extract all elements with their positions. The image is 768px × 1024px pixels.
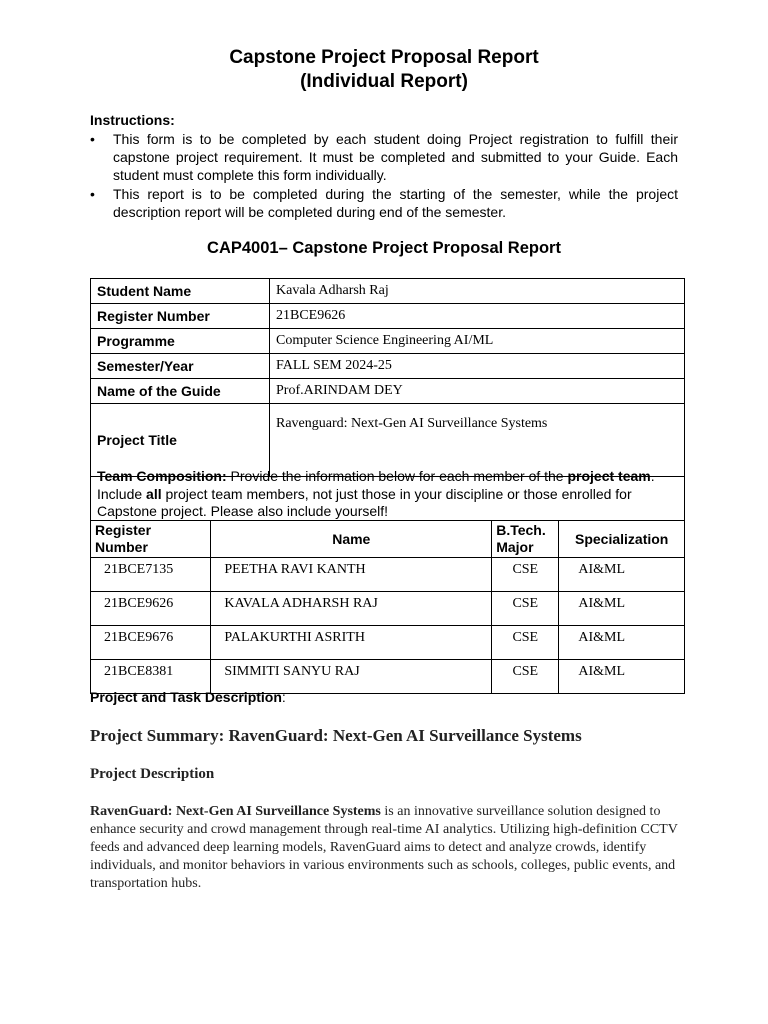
instructions-heading: Instructions: [90,112,175,128]
header-specialization: Specialization [559,521,685,558]
info-label: Programme [91,329,270,354]
team-members-table [90,520,685,694]
team-note-text: project team members, not just those in your discipline or those enrolled for Capstone project. Please also include yourself! [97,485,632,519]
member-major: CSE [492,592,559,626]
info-row [91,329,685,354]
members-header-row [91,521,685,558]
member-register-number: 21BCE9626 [91,592,211,626]
info-row [91,304,685,329]
table-row [91,558,685,592]
description-body: is an innovative surveillance solution designed to enhance security and crowd management through real-time AI analytics. Utilizing high-definition CCTV feeds and advanced deep learning models, RavenGuard aims to detect and analyze crowds, identify individuals, and monitor behaviors in various environments such as schools, colleges, public events, and transportation hubs. [90,804,678,891]
team-composition-note [90,466,685,520]
member-major: CSE [492,626,559,660]
member-specialization: AI&ML [559,592,685,626]
member-specialization: AI&ML [559,558,685,592]
member-register-number: 21BCE8381 [91,660,211,694]
member-register-number: 21BCE9676 [91,626,211,660]
instruction-text: This form is to be completed by each student doing Project registration to fulfill their capstone project requirement. It must be completed and submitted to your Guide. Each student must complete this form individually. [113,131,678,184]
info-value: 21BCE9626 [270,304,685,329]
project-description-text [90,803,690,893]
table-row [91,592,685,626]
team-note-text: . Include [97,468,655,502]
member-name: SIMMITI SANYU RAJ [211,660,492,694]
member-name: KAVALA ADHARSH RAJ [211,592,492,626]
description-bold-lead: RavenGuard: Next-Gen AI Surveillance Systems [90,804,381,819]
member-register-number: 21BCE7135 [91,558,211,592]
team-note-text: Provide the information below for each member of the [226,468,568,484]
instruction-text: This report is to be completed during the starting of the semester, while the project description report will be completed during end of the semester. [113,185,678,220]
member-name: PALAKURTHI ASRITH [211,626,492,660]
project-summary-title: Project Summary: RavenGuard: Next-Gen AI Surveillance Systems [90,726,582,745]
member-specialization: AI&ML [559,626,685,660]
info-value: Kavala Adharsh Raj [270,279,685,304]
table-row [91,626,685,660]
project-description-heading: Project Description [90,766,215,782]
member-major: CSE [492,660,559,694]
member-major: CSE [492,558,559,592]
instruction-item [90,130,678,185]
info-row [91,279,685,304]
instructions-list [90,130,678,221]
student-info-table [90,278,685,477]
task-description-heading: Project and Task Description: [90,689,286,705]
info-value: Computer Science Engineering AI/ML [270,329,685,354]
title-line-2: (Individual Report) [300,71,468,92]
instruction-item [90,185,678,221]
info-value: Prof.ARINDAM DEY [270,379,685,404]
bullet-icon: • [90,131,95,147]
info-row [91,379,685,404]
team-note-lead: Team Composition: [97,468,227,484]
report-title: CAP4001– Capstone Project Proposal Report [207,239,561,257]
member-specialization: AI&ML [559,660,685,694]
member-name: PEETHA RAVI KANTH [211,558,492,592]
header-name: Name [211,521,492,558]
team-note-bold: project team [567,468,651,484]
info-label: Name of the Guide [91,379,270,404]
info-value: Ravenguard: Next-Gen AI Surveillance Systems [270,404,685,477]
info-row [91,354,685,379]
header-major: B.Tech. Major [492,521,559,558]
info-label: Student Name [91,279,270,304]
title-line-1: Capstone Project Proposal Report [229,47,539,68]
info-label: Semester/Year [91,354,270,379]
info-value: FALL SEM 2024-25 [270,354,685,379]
info-label: Project Title [91,404,270,477]
header-register-number: Register Number [91,521,211,558]
team-note-bold: all [146,485,162,502]
bullet-icon: • [90,185,95,202]
info-label: Register Number [91,304,270,329]
document-title [0,46,768,94]
